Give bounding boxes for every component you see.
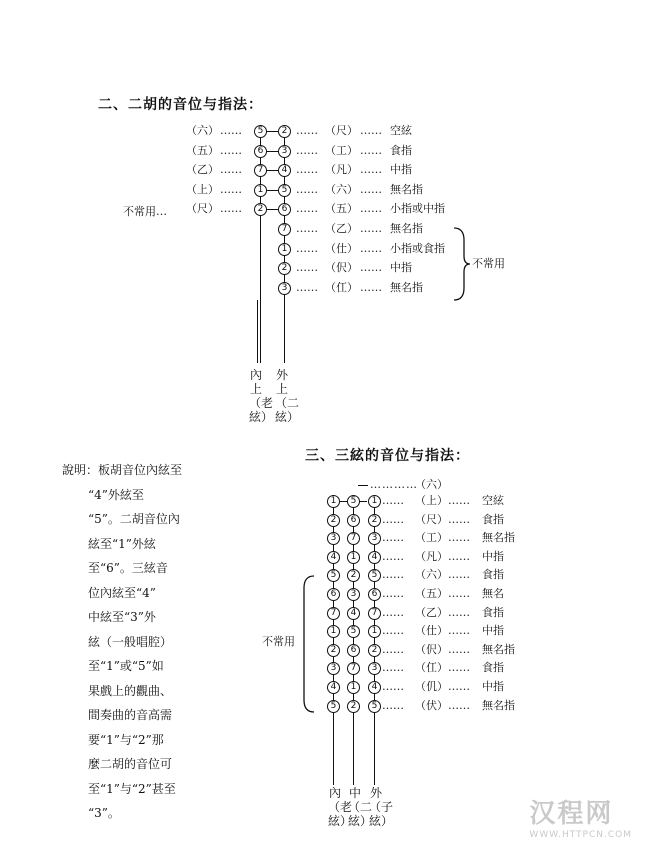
erhu-dots-a: ……: [296, 163, 318, 176]
sanxian-dots-b: ……: [448, 624, 470, 637]
sanxian-dots-a: ……: [382, 531, 404, 544]
erhu-left-note: （五）: [186, 144, 219, 157]
sanxian-dots-b: ……: [448, 494, 470, 507]
sanxian-position-2: 1: [347, 551, 360, 564]
erhu-right-note: （工）: [325, 144, 358, 157]
erhu-outer-position: 3: [278, 145, 291, 158]
explanation-line: “3”。: [88, 806, 120, 820]
sanxian-dots-a: ……: [382, 494, 404, 507]
sanxian-finger: 食指: [482, 606, 504, 619]
erhu-finger: 中指: [390, 261, 412, 274]
sanxian-dots-a: ……: [382, 550, 404, 563]
sanxian-position-2: 7: [347, 662, 360, 675]
sanxian-finger: 無名指: [482, 699, 515, 712]
sanxian-position-1: 3: [327, 532, 340, 545]
erhu-right-note: （仕）: [325, 242, 358, 255]
sanxian-dots-a: ……: [382, 624, 404, 637]
sanxian-position-2: 4: [347, 607, 360, 620]
sanxian-position-2: 6: [347, 644, 360, 657]
sanxian-rare-bracket: [300, 574, 316, 714]
sanxian-position-3: 4: [368, 681, 381, 694]
sanxian-dots-a: ……: [382, 568, 404, 581]
erhu-dots-b: ……: [360, 144, 382, 157]
sanxian-right-note: （六）: [415, 568, 448, 581]
erhu-finger: 小指或食指: [390, 242, 445, 255]
erhu-inner-string-tail: [257, 300, 258, 363]
sanxian-title: 三、三絃的音位与指法：: [305, 448, 470, 464]
erhu-dots-b: ……: [360, 281, 382, 294]
sanxian-top-dash: [358, 485, 368, 486]
erhu-dots-a: ……: [296, 202, 318, 215]
sanxian-dots-a: ……: [382, 661, 404, 674]
sanxian-right-note: （仉）: [415, 680, 448, 693]
sanxian-finger: 中指: [482, 550, 504, 563]
sanxian-dots-a: ……: [382, 699, 404, 712]
erhu-inner-position: 5: [254, 125, 267, 138]
erhu-outer-string-label: 外上（二絃）: [275, 368, 300, 424]
sanxian-position-1: 1: [327, 625, 340, 638]
erhu-outer-position: 6: [278, 203, 291, 216]
explanation-line: 要“1”与“2”那: [88, 732, 164, 747]
erhu-connector: [267, 209, 278, 210]
explanation-line: 至“1”或“5”如: [88, 659, 164, 673]
erhu-dots-b: ……: [360, 124, 382, 137]
sanxian-position-1: 6: [327, 588, 340, 601]
sanxian-position-1: 2: [327, 644, 340, 657]
erhu-left-note: （六）: [186, 124, 219, 137]
sanxian-right-note: （上）: [415, 494, 448, 507]
sanxian-dots-a: ……: [382, 513, 404, 526]
explanation-line: 絃至“1”外絃: [88, 536, 156, 551]
erhu-inner-string-label: 內上（老絃）: [249, 368, 274, 424]
sanxian-middle-label: 中（二絃）: [348, 786, 373, 828]
explanation-line: 果戲上的觀曲、: [88, 683, 173, 698]
erhu-finger: 食指: [390, 144, 412, 157]
sanxian-position-1: 5: [327, 700, 340, 713]
sanxian-position-1: 5: [327, 569, 340, 582]
sanxian-dots-b: ……: [448, 550, 470, 563]
sanxian-finger: 食指: [482, 513, 504, 526]
sanxian-dots-b: ……: [448, 587, 470, 600]
explanation-line: “4”外絃至: [88, 487, 144, 502]
erhu-right-note: （六）: [325, 183, 358, 196]
erhu-connector: [267, 131, 278, 132]
sanxian-dots-a: ……: [382, 643, 404, 656]
erhu-title: 二、二胡的音位与指法：: [98, 97, 263, 113]
sanxian-position-1: 3: [327, 662, 340, 675]
sanxian-position-3: 2: [368, 514, 381, 527]
sanxian-finger: 食指: [482, 661, 504, 674]
sanxian-position-2: 6: [347, 514, 360, 527]
erhu-dots-a: ……: [296, 281, 318, 294]
sanxian-dots-a: ……: [382, 606, 404, 619]
explanation-line: 麼二胡的音位可: [88, 757, 173, 771]
sanxian-position-2: 2: [347, 700, 360, 713]
erhu-dots-b: ……: [360, 261, 382, 274]
erhu-right-note: （凡）: [325, 163, 358, 176]
sanxian-position-2: 1: [347, 681, 360, 694]
erhu-inner-string: [260, 125, 261, 363]
sanxian-position-1: 1: [327, 495, 340, 508]
erhu-dots-a: ……: [296, 242, 318, 255]
erhu-dots-b: ……: [360, 242, 382, 255]
erhu-dots-a: ……: [296, 144, 318, 157]
erhu-right-note: （乙）: [325, 222, 358, 235]
erhu-dots-a: ……: [296, 124, 318, 137]
erhu-connector: [267, 170, 278, 171]
erhu-left-dots: ……: [220, 144, 242, 157]
erhu-finger: 中指: [390, 163, 412, 176]
erhu-finger: 無名指: [390, 281, 423, 294]
sanxian-top-note: （六）: [415, 478, 448, 491]
sanxian-dots-b: ……: [448, 680, 470, 693]
sanxian-finger: 中指: [482, 624, 504, 637]
explanation-line: 說明：板胡音位內絃至: [62, 463, 183, 477]
explanation-line: 至“1”与“2”甚至: [88, 781, 176, 796]
watermark: [529, 793, 632, 840]
erhu-left-dots: ……: [220, 124, 242, 137]
explanation-line: “5”。二胡音位內: [88, 512, 180, 526]
erhu-connector: [267, 190, 278, 191]
erhu-dots-a: ……: [296, 183, 318, 196]
erhu-left-dots: ……: [220, 163, 242, 176]
erhu-finger: 小指或中指: [390, 202, 445, 215]
sanxian-position-2: 2: [347, 569, 360, 582]
sanxian-dots-b: ……: [448, 661, 470, 674]
sanxian-dots-b: ……: [448, 531, 470, 544]
sanxian-right-note: （尺）: [415, 513, 448, 526]
explanation-line: 位內絃至“4”: [88, 585, 156, 600]
sanxian-connector: [359, 501, 367, 502]
erhu-rare-left-label: 不常用…: [123, 205, 167, 218]
sanxian-position-3: 1: [368, 625, 381, 638]
sanxian-position-2: 3: [347, 588, 360, 601]
sanxian-right-note: （伬）: [415, 643, 448, 656]
sanxian-inner-label: 內（老絃）: [328, 786, 353, 828]
sanxian-position-1: 2: [327, 514, 340, 527]
erhu-dots-b: ……: [360, 222, 382, 235]
erhu-dots-b: ……: [360, 202, 382, 215]
sanxian-right-note: （凡）: [415, 550, 448, 563]
sanxian-position-3: 2: [368, 644, 381, 657]
erhu-rare-brace: [452, 226, 472, 302]
sanxian-position-3: 5: [368, 569, 381, 582]
sanxian-dots-a: ……: [382, 680, 404, 693]
sanxian-finger: 無名指: [482, 643, 515, 656]
erhu-inner-position: 1: [254, 184, 267, 197]
erhu-outer-position: 4: [278, 164, 291, 177]
sanxian-position-3: 3: [368, 532, 381, 545]
sanxian-finger: 無名: [482, 587, 504, 600]
erhu-outer-position: 5: [278, 184, 291, 197]
erhu-left-note: （尺）: [186, 202, 219, 215]
explanation-line: 絃（一般唱腔）: [88, 634, 173, 649]
sanxian-position-2: 5: [347, 625, 360, 638]
sanxian-position-3: 1: [368, 495, 381, 508]
sanxian-position-3: 4: [368, 551, 381, 564]
erhu-inner-position: 7: [254, 164, 267, 177]
sanxian-position-1: 7: [327, 607, 340, 620]
explanation-line: 間奏曲的音高需: [88, 708, 173, 722]
explanation-line: 至“6”。三絃音: [88, 561, 168, 575]
erhu-right-note: （伬）: [325, 261, 358, 274]
sanxian-rare-label: 不常用: [262, 635, 295, 648]
sanxian-position-3: 7: [368, 607, 381, 620]
sanxian-connector: [339, 501, 347, 502]
sanxian-position-3: 6: [368, 588, 381, 601]
erhu-inner-position: 2: [254, 203, 267, 216]
erhu-dots-b: ……: [360, 183, 382, 196]
erhu-rare-right-label: 不常用: [472, 257, 505, 270]
sanxian-dots-a: ……: [382, 587, 404, 600]
sanxian-finger: 空絃: [482, 494, 504, 507]
sanxian-right-note: （工）: [415, 531, 448, 544]
watermark-brand: 汉程网: [529, 799, 614, 829]
erhu-dots-b: ……: [360, 163, 382, 176]
sanxian-position-2: 5: [347, 495, 360, 508]
sanxian-position-3: 3: [368, 662, 381, 675]
sanxian-position-3: 5: [368, 700, 381, 713]
sanxian-right-note: （乙）: [415, 606, 448, 619]
erhu-finger: 無名指: [390, 183, 423, 196]
sanxian-finger: 無名指: [482, 531, 515, 544]
sanxian-dots-b: ……: [448, 568, 470, 581]
erhu-right-note: （仜）: [325, 281, 358, 294]
erhu-right-note: （尺）: [325, 124, 358, 137]
erhu-finger: 空絃: [390, 124, 412, 137]
erhu-left-dots: ……: [220, 202, 242, 215]
erhu-connector: [267, 151, 278, 152]
sanxian-dots-b: ……: [448, 699, 470, 712]
sanxian-dots-b: ……: [448, 643, 470, 656]
sanxian-position-1: 4: [327, 681, 340, 694]
explanation-line: 中絃至“3”外: [88, 610, 156, 624]
sanxian-position-1: 4: [327, 551, 340, 564]
erhu-outer-position: 1: [278, 243, 291, 256]
sanxian-position-2: 7: [347, 532, 360, 545]
erhu-right-note: （五）: [325, 202, 358, 215]
sanxian-right-note: （仜）: [415, 661, 448, 674]
erhu-left-note: （上）: [186, 183, 219, 196]
erhu-outer-position: 3: [278, 282, 291, 295]
sanxian-right-note: （五）: [415, 587, 448, 600]
sanxian-dots-b: ……: [448, 513, 470, 526]
erhu-finger: 無名指: [390, 222, 423, 235]
erhu-outer-position: 2: [278, 125, 291, 138]
erhu-outer-position: 2: [278, 262, 291, 275]
erhu-dots-a: ……: [296, 222, 318, 235]
sanxian-finger: 食指: [482, 568, 504, 581]
watermark-url: WWW.HTTPCN.COM: [529, 830, 632, 840]
sanxian-outer-label: 外（子絃）: [369, 786, 394, 828]
erhu-inner-position: 6: [254, 145, 267, 158]
erhu-left-dots: ……: [220, 183, 242, 196]
sanxian-right-note: （伏）: [415, 699, 448, 712]
sanxian-top-dots: …………: [370, 478, 418, 491]
sanxian-finger: 中指: [482, 680, 504, 693]
erhu-dots-a: ……: [296, 261, 318, 274]
sanxian-right-note: （仕）: [415, 624, 448, 637]
erhu-left-note: （乙）: [186, 163, 219, 176]
erhu-outer-position: 7: [278, 223, 291, 236]
sanxian-dots-b: ……: [448, 606, 470, 619]
